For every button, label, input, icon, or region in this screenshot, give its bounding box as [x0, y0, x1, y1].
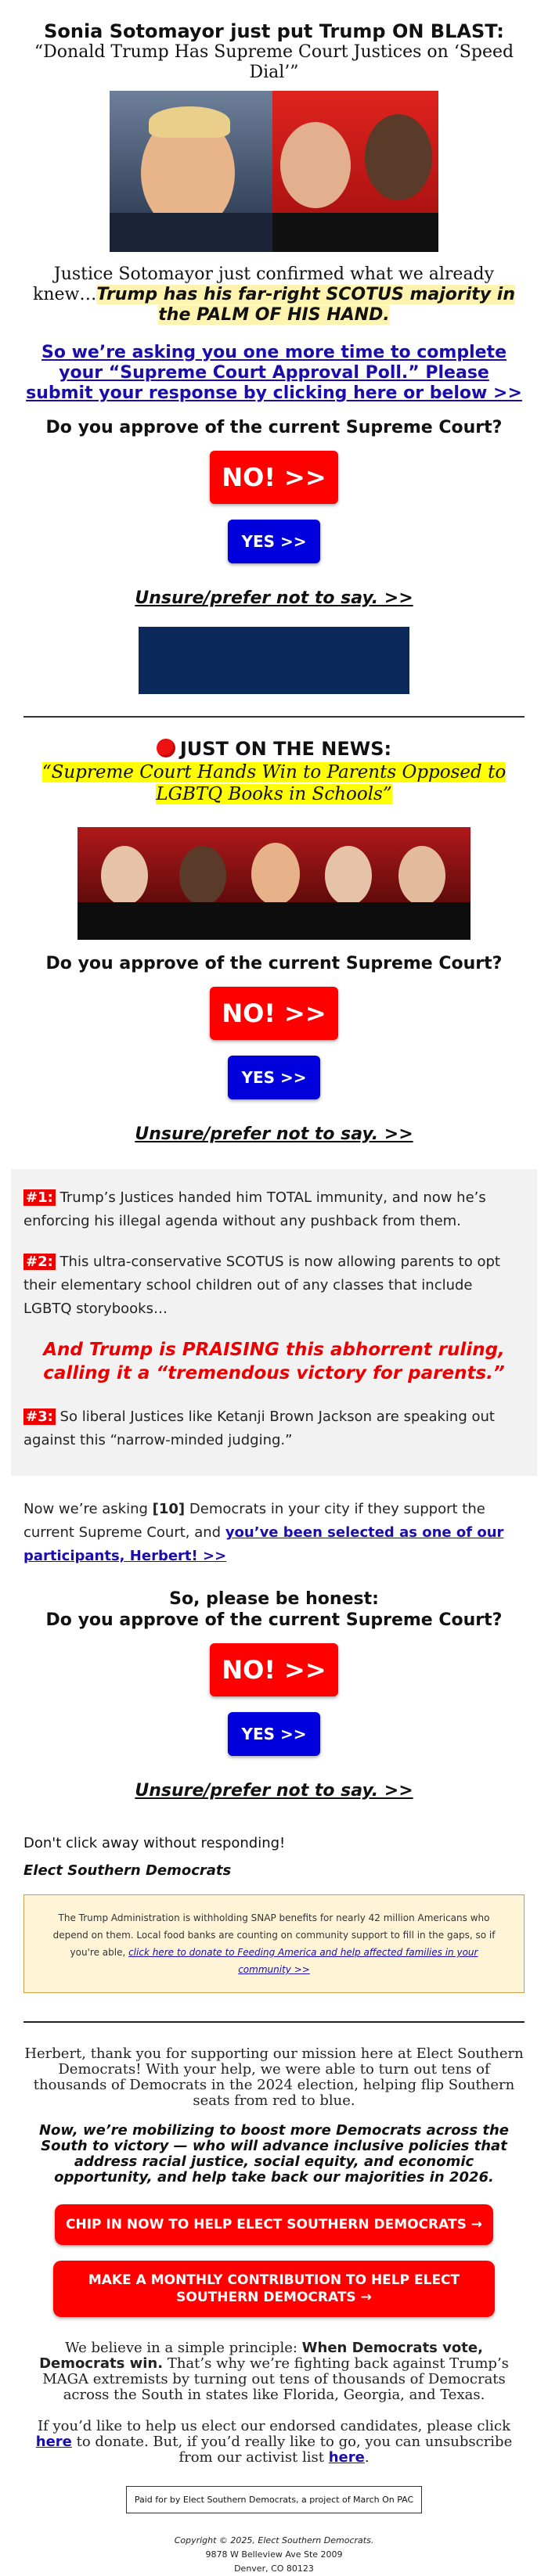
point-1: #1: Trump’s Justices handed him TOTAL immunity, and now he’s enforcing his illegal agenda without any pushback from them. [23, 1189, 486, 1229]
dont-click-text: Don't click away without responding! [23, 1835, 286, 1851]
hero-image-right [272, 91, 438, 252]
principle-paragraph: We believe in a simple principle: When Democrats vote, Democrats win. That’s why we’re fighting back against Trump’s MAGA extremists by turning out tens of thousands of Democrats across the South in states like Florida, Georgia, and Texas. [39, 2340, 509, 2403]
headline-title: Sonia Sotomayor just put Trump ON BLAST: [44, 20, 504, 42]
feeding-america-link[interactable]: click here to donate to Feeding America and help affected families in your community >> [128, 1947, 478, 1975]
unsubscribe-link[interactable]: here [328, 2449, 365, 2466]
snap-notice: The Trump Administration is withholding SNAP benefits for nearly 42 million Americans who depend on them. Local food banks are counting on community support to fill in the gaps, so if you're able, click here to donate to Feeding America and help affected families in your community >> [23, 1894, 525, 1993]
news-heading-text: JUST ON THE NEWS: [179, 738, 392, 760]
hero-image [110, 91, 438, 252]
point-3: #3: So liberal Justices like Ketanji Brown Jackson are speaking out against this “narrow-minded judging.” [23, 1409, 495, 1448]
no-button-1[interactable]: NO! >> [210, 451, 338, 504]
praise-text: And Trump is PRAISING this abhorrent ruling, calling it a “tremendous victory for parents.” [43, 1340, 505, 1383]
red-circle-icon [157, 739, 175, 757]
justices-image [78, 827, 470, 940]
headline-subtitle: “Donald Trump Has Supreme Court Justices on ‘Speed Dial’” [34, 42, 514, 82]
participant-link[interactable]: you’ve been selected as one of our participants, Herbert! >> [23, 1524, 504, 1564]
news-subheading-text: “Supreme Court Hands Win to Parents Opposed to LGBTQ Books in Schools” [41, 762, 507, 804]
signature: Elect Southern Democrats [23, 1862, 232, 1879]
chip-in-button[interactable]: CHIP IN NOW TO HELP ELECT SOUTHERN DEMOCRATS → [55, 2204, 493, 2245]
mobilizing-paragraph: Now, we’re mobilizing to boost more Democrats across the South to victory — who will advance inclusive policies that address racial justice, social equity, and economic opportunity, and help take back our majorities in 2026. [38, 2122, 509, 2186]
footer [23, 2534, 525, 2576]
no-button-2[interactable]: NO! >> [210, 987, 338, 1040]
monthly-contribution-button[interactable]: MAKE A MONTHLY CONTRIBUTION TO HELP ELECT SOUTHERN DEMOCRATS → [53, 2261, 495, 2317]
intro-text: Justice Sotomayor just confirmed what we already knew… [33, 264, 495, 304]
donate-paragraph: If you’d like to help us elect our endorsed candidates, please click here to donate. But, if you’d really like to go, you can unsubscribe from our activist list here. [35, 2418, 513, 2466]
poll-question-1: Do you approve of the current Supreme Court? [45, 418, 503, 437]
divider [23, 716, 525, 718]
intro-highlight: Trump has his far-right SCOTUS majority in the PALM OF HIS HAND. [96, 285, 515, 325]
intro-paragraph [23, 264, 525, 326]
donate-link[interactable]: here [35, 2434, 72, 2450]
unsure-link-3[interactable]: Unsure/prefer not to say. >> [135, 1781, 413, 1801]
unsure-link-2[interactable]: Unsure/prefer not to say. >> [135, 1124, 413, 1144]
address-line-1: 9878 W Belleview Ave Ste 2009 [205, 2549, 343, 2560]
navy-banner [139, 627, 409, 694]
thanks-paragraph: Herbert, thank you for supporting our mission here at Elect Southern Democrats! With your help, we were able to turn out tens of thousands of Democrats in the 2024 election, helping flip Southern seats from red to blue. [24, 2045, 524, 2109]
no-button-3[interactable]: NO! >> [210, 1643, 338, 1696]
asking-paragraph: Now we’re asking [10] Democrats in your city if they support the current Supreme Court, and you’ve been selected as one of our participants, Herbert! >> [23, 1501, 504, 1564]
honest-heading: So, please be honest: [169, 1589, 379, 1609]
yes-button-1[interactable]: YES >> [228, 520, 320, 563]
paid-for-box: Paid for by Elect Southern Democrats, a project of March On PAC [126, 2486, 422, 2513]
yes-button-3[interactable]: YES >> [228, 1712, 320, 1756]
divider-2 [23, 2021, 525, 2023]
news-subheading [23, 761, 525, 805]
point-2: #2: This ultra-conservative SCOTUS is now allowing parents to opt their elementary school children out of any classes that include LGBTQ storybooks… [23, 1254, 500, 1317]
points-box [11, 1169, 537, 1476]
poll-question-2: Do you approve of the current Supreme Court? [45, 954, 503, 973]
copyright: Copyright © 2025, Elect Southern Democrats. [174, 2535, 374, 2545]
yes-button-2[interactable]: YES >> [228, 1056, 320, 1099]
address-line-2: Denver, CO 80123 [234, 2563, 314, 2574]
unsure-link-1[interactable]: Unsure/prefer not to say. >> [135, 588, 413, 608]
poll-question-3: Do you approve of the current Supreme Court? [45, 1610, 503, 1630]
poll-ask-link[interactable]: So we’re asking you one more time to complete your “Supreme Court Approval Poll.” Please submit your response by clicking here or below >> [26, 343, 522, 403]
hero-image-left [110, 91, 272, 252]
news-heading [23, 738, 525, 760]
